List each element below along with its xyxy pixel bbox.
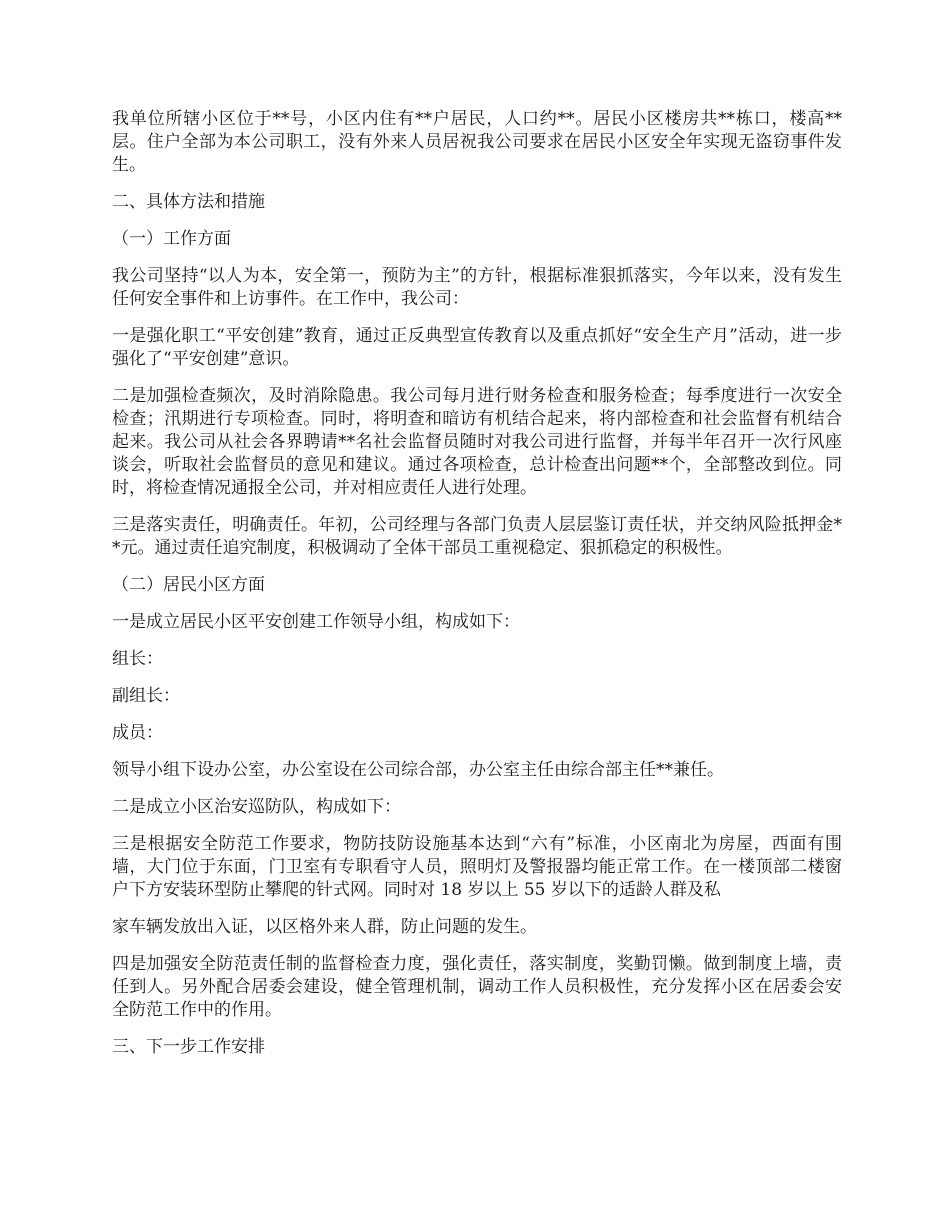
heading-methods: 二、具体方法和措施 <box>112 192 265 212</box>
label-leader: 组长： <box>112 649 163 669</box>
paragraph-intro: 我单位所辖小区位于**号，小区内住有**户居民，人口约**。居民小区楼房共**栋口，楼高**层。住户全部为本公司职工，没有外来人员居祝我公司要求在居民小区安全年实现无盗窃事件发生。 <box>112 109 842 175</box>
paragraph-point-4: 四是加强安全防范责任制的监督检查力度，强化责任，落实制度，奖勤罚懒。做到制度上墙，责任到人。另外配合居委会建设，健全管理机制，调动工作人员积极性，充分发挥小区在居委会安全防范工作中的作用。 <box>112 954 842 1020</box>
paragraph-policy: 我公司坚持“以人为本，安全第一，预防为主”的方针，根据标准狠抓落实，今年以来，没有发生任何安全事件和上访事件。在工作中，我公司： <box>112 266 842 309</box>
document-page <box>112 108 842 1073</box>
paragraph-point-1: 一是强化职工“平安创建”教育，通过正反典型宣传教育以及重点抓好“安全生产月”活动，进一步强化了“平安创建”意识。 <box>112 326 842 369</box>
paragraph-facilities: 三是根据安全防范工作要求，物防技防设施基本达到“六有”标准，小区南北为房屋，西面有围墙，大门位于东面，门卫室有专职看守人员，照明灯及警报器均能正常工作。在一楼顶部二楼窗户下方安装环型防止攀爬的针式网。同时对 18 岁以上 55 岁以下的适龄人群及私 <box>112 834 842 900</box>
label-members: 成员： <box>112 723 163 743</box>
heading-next-steps: 三、下一步工作安排 <box>112 1037 265 1057</box>
paragraph-leadership-group: 一是成立居民小区平安创建工作领导小组，构成如下： <box>112 612 520 632</box>
paragraph-point-2: 二是加强检查频次，及时消除隐患。我公司每月进行财务检查和服务检查；每季度进行一次安全检查；汛期进行专项检查。同时，将明查和暗访有机结合起来，将内部检查和社会监督有机结合起来。我公司从社会各界聘请**名社会监督员随时对我公司进行监督，并每半年召开一次行风座谈会，听取社会监督员的意见和建议。通过各项检查，总计检查出问题**个，全部整改到位。同时，将检查情况通报全公司，并对相应责任人进行处理。 <box>112 386 842 498</box>
paragraph-patrol-team: 二是成立小区治安巡防队，构成如下： <box>112 797 401 817</box>
paragraph-office: 领导小组下设办公室，办公室设在公司综合部，办公室主任由综合部主任**兼任。 <box>112 760 724 780</box>
subheading-work: （一）工作方面 <box>112 229 231 249</box>
label-deputy-leader: 副组长： <box>112 686 180 706</box>
subheading-community: （二）居民小区方面 <box>112 575 265 595</box>
paragraph-point-3: 三是落实责任，明确责任。年初，公司经理与各部门负责人层层鉴订责任状，并交纳风险抵押金**元。通过责任追究制度，积极调动了全体干部员工重视稳定、狠抓稳定的积极性。 <box>112 515 842 558</box>
paragraph-vehicle-pass: 家车辆发放出入证，以区格外来人群，防止问题的发生。 <box>112 917 537 937</box>
